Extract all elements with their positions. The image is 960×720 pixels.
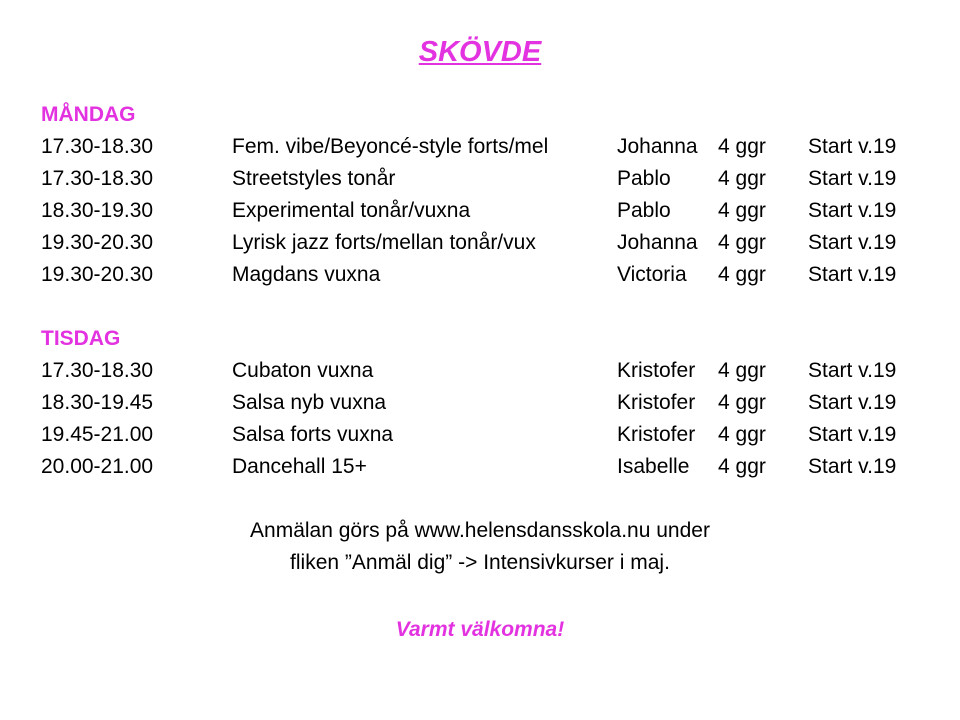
- time-cell: 17.30-18.30: [41, 359, 154, 382]
- schedule-row: [0, 423, 960, 453]
- teacher-cell: Victoria: [617, 263, 687, 286]
- teacher-cell: Pablo: [617, 199, 671, 222]
- course-cell: Experimental tonår/vuxna: [232, 199, 471, 222]
- schedule-row: [0, 231, 960, 261]
- course-cell: Salsa nyb vuxna: [232, 391, 387, 414]
- teacher-cell: Johanna: [617, 231, 698, 254]
- start-cell: Start v.19: [808, 423, 897, 446]
- sessions-cell: 4 ggr: [718, 391, 766, 414]
- course-cell: Streetstyles tonår: [232, 167, 396, 190]
- schedule-row: [0, 135, 960, 165]
- course-cell: Fem. vibe/Beyoncé-style forts/mel: [232, 135, 549, 158]
- sessions-cell: 4 ggr: [718, 167, 766, 190]
- teacher-cell: Kristofer: [617, 423, 696, 446]
- start-cell: Start v.19: [808, 135, 897, 158]
- teacher-cell: Kristofer: [617, 359, 696, 382]
- page-title: SKÖVDE: [418, 36, 542, 68]
- teacher-cell: Isabelle: [617, 455, 690, 478]
- sessions-cell: 4 ggr: [718, 199, 766, 222]
- sessions-cell: 4 ggr: [718, 359, 766, 382]
- schedule-row: [0, 359, 960, 389]
- sessions-cell: 4 ggr: [718, 263, 766, 286]
- time-cell: 18.30-19.30: [41, 199, 154, 222]
- start-cell: Start v.19: [808, 359, 897, 382]
- course-cell: Cubaton vuxna: [232, 359, 374, 382]
- schedule-row: [0, 199, 960, 229]
- start-cell: Start v.19: [808, 391, 897, 414]
- time-cell: 17.30-18.30: [41, 167, 154, 190]
- start-cell: Start v.19: [808, 231, 897, 254]
- course-cell: Magdans vuxna: [232, 263, 381, 286]
- welcome-text: Varmt välkomna!: [395, 618, 565, 641]
- start-cell: Start v.19: [808, 167, 897, 190]
- sessions-cell: 4 ggr: [718, 135, 766, 158]
- start-cell: Start v.19: [808, 455, 897, 478]
- teacher-cell: Johanna: [617, 135, 698, 158]
- schedule-row: [0, 167, 960, 197]
- schedule-row: [0, 391, 960, 421]
- registration-info-line-2: fliken ”Anmäl dig” -> Intensivkurser i maj.: [290, 551, 670, 574]
- course-cell: Dancehall 15+: [232, 455, 367, 478]
- course-cell: Salsa forts vuxna: [232, 423, 394, 446]
- time-cell: 17.30-18.30: [41, 135, 154, 158]
- time-cell: 19.30-20.30: [41, 263, 154, 286]
- time-cell: 18.30-19.45: [41, 391, 154, 414]
- sessions-cell: 4 ggr: [718, 423, 766, 446]
- start-cell: Start v.19: [808, 199, 897, 222]
- registration-info-line-1: Anmälan görs på www.helensdansskola.nu under: [250, 519, 710, 542]
- teacher-cell: Pablo: [617, 167, 671, 190]
- sessions-cell: 4 ggr: [718, 455, 766, 478]
- day-heading-monday: MÅNDAG: [41, 103, 136, 126]
- time-cell: 19.45-21.00: [41, 423, 154, 446]
- time-cell: 19.30-20.30: [41, 231, 154, 254]
- day-heading-tuesday: TISDAG: [41, 327, 121, 350]
- time-cell: 20.00-21.00: [41, 455, 154, 478]
- sessions-cell: 4 ggr: [718, 231, 766, 254]
- teacher-cell: Kristofer: [617, 391, 696, 414]
- schedule-row: [0, 263, 960, 293]
- start-cell: Start v.19: [808, 263, 897, 286]
- course-cell: Lyrisk jazz forts/mellan tonår/vux: [232, 231, 536, 254]
- schedule-row: [0, 455, 960, 485]
